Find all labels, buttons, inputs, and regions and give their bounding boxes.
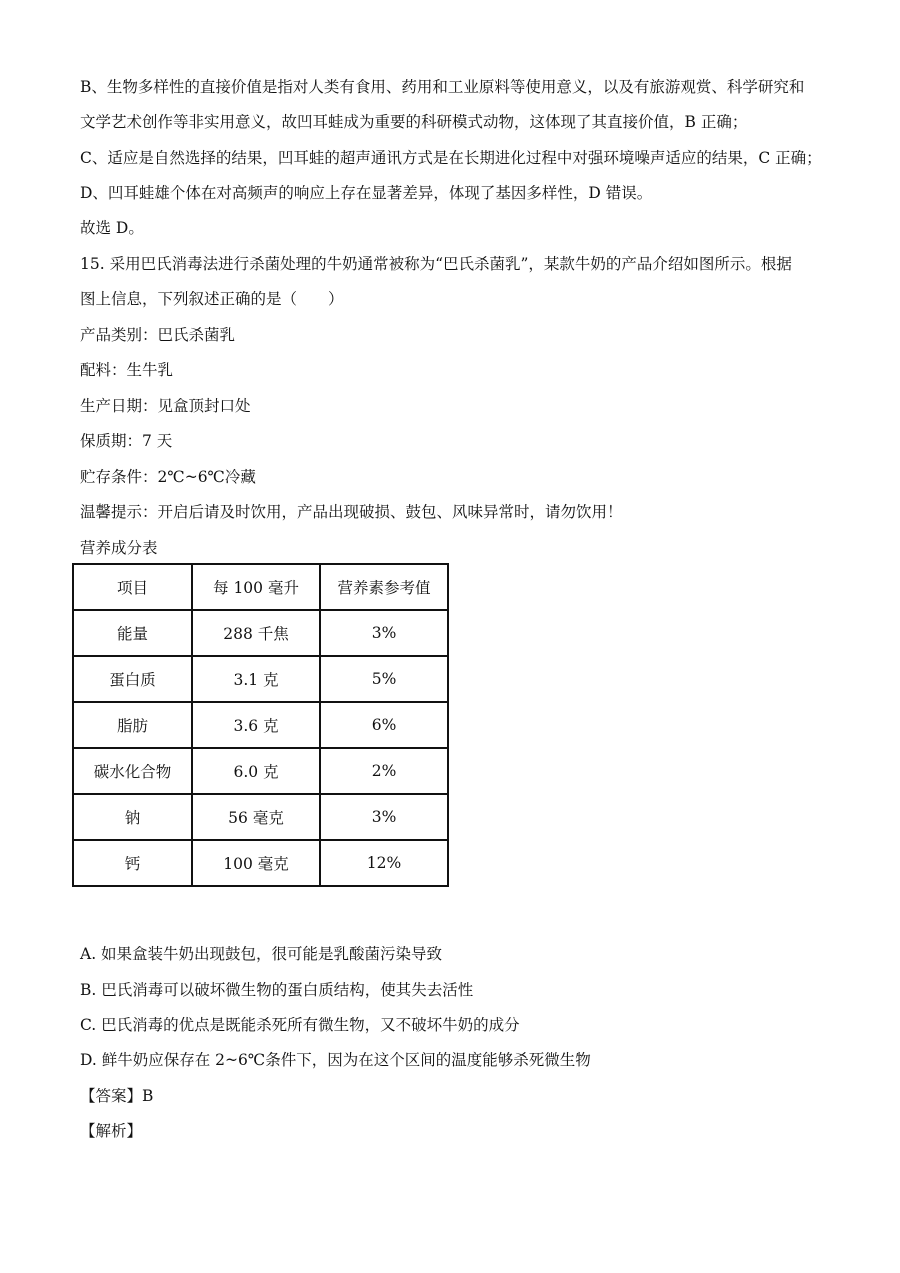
cell-amount: 100 毫克 xyxy=(192,840,320,886)
cell-item: 钠 xyxy=(73,794,192,840)
analysis-d-line: D、凹耳蛙雄个体在对高频声的响应上存在显著差异，体现了基因多样性，D 错误。 xyxy=(80,184,653,202)
table-row xyxy=(73,748,448,794)
cell-amount: 6.0 克 xyxy=(192,748,320,794)
nutrition-table xyxy=(72,563,449,887)
table-row xyxy=(73,702,448,748)
cell-item: 蛋白质 xyxy=(73,656,192,702)
question-stem-line-1: 15. 采用巴氏消毒法进行杀菌处理的牛奶通常被称为“巴氏杀菌乳”，某款牛奶的产品介绍如图所示。根据 xyxy=(80,255,792,273)
cell-item: 能量 xyxy=(73,610,192,656)
question-stem-line-2: 图上信息，下列叙述正确的是（ ） xyxy=(80,290,344,308)
analysis-label: 【解析】 xyxy=(80,1122,143,1140)
product-category: 产品类别：巴氏杀菌乳 xyxy=(80,326,236,344)
cell-nrv: 3% xyxy=(320,794,448,840)
table-row xyxy=(73,656,448,702)
shelf-life: 保质期：7 天 xyxy=(80,432,173,450)
option-b: B. 巴氏消毒可以破坏微生物的蛋白质结构，使其失去活性 xyxy=(80,981,474,999)
table-row xyxy=(73,840,448,886)
cell-item: 钙 xyxy=(73,840,192,886)
cell-nrv: 2% xyxy=(320,748,448,794)
header-nrv: 营养素参考值 xyxy=(320,564,448,610)
table-title: 营养成分表 xyxy=(80,539,158,557)
analysis-b-line-2: 文学艺术创作等非实用意义，故凹耳蛙成为重要的科研模式动物，这体现了其直接价值，B 正确； xyxy=(80,113,748,131)
cell-nrv: 3% xyxy=(320,610,448,656)
cell-amount: 288 千焦 xyxy=(192,610,320,656)
cell-item: 脂肪 xyxy=(73,702,192,748)
table-row xyxy=(73,794,448,840)
cell-item: 碳水化合物 xyxy=(73,748,192,794)
header-per-100ml: 每 100 毫升 xyxy=(192,564,320,610)
header-item: 项目 xyxy=(73,564,192,610)
cell-nrv: 12% xyxy=(320,840,448,886)
option-a: A. 如果盒装牛奶出现鼓包，很可能是乳酸菌污染导致 xyxy=(80,945,443,963)
warm-reminder: 温馨提示：开启后请及时饮用，产品出现破损、鼓包、风味异常时，请勿饮用！ xyxy=(80,503,623,521)
analysis-b-line-1: B、生物多样性的直接价值是指对人类有食用、药用和工业原料等使用意义，以及有旅游观赏、科学研究和 xyxy=(80,78,805,96)
option-c: C. 巴氏消毒的优点是既能杀死所有微生物，又不破坏牛奶的成分 xyxy=(80,1016,520,1034)
analysis-conclusion: 故选 D。 xyxy=(80,219,144,237)
cell-amount: 3.6 克 xyxy=(192,702,320,748)
storage-condition: 贮存条件：2℃~6℃冷藏 xyxy=(80,468,256,486)
option-d: D. 鲜牛奶应保存在 2~6℃条件下，因为在这个区间的温度能够杀死微生物 xyxy=(80,1051,591,1069)
product-ingredients: 配料：生牛乳 xyxy=(80,361,174,379)
cell-nrv: 5% xyxy=(320,656,448,702)
cell-amount: 56 毫克 xyxy=(192,794,320,840)
answer-line: 【答案】B xyxy=(80,1087,154,1105)
table-header-row xyxy=(73,564,448,610)
table-row xyxy=(73,610,448,656)
cell-amount: 3.1 克 xyxy=(192,656,320,702)
cell-nrv: 6% xyxy=(320,702,448,748)
production-date: 生产日期：见盒顶封口处 xyxy=(80,397,251,415)
analysis-c-line: C、适应是自然选择的结果，凹耳蛙的超声通讯方式是在长期进化过程中对强环境噪声适应的结果，C 正确； xyxy=(80,149,822,167)
